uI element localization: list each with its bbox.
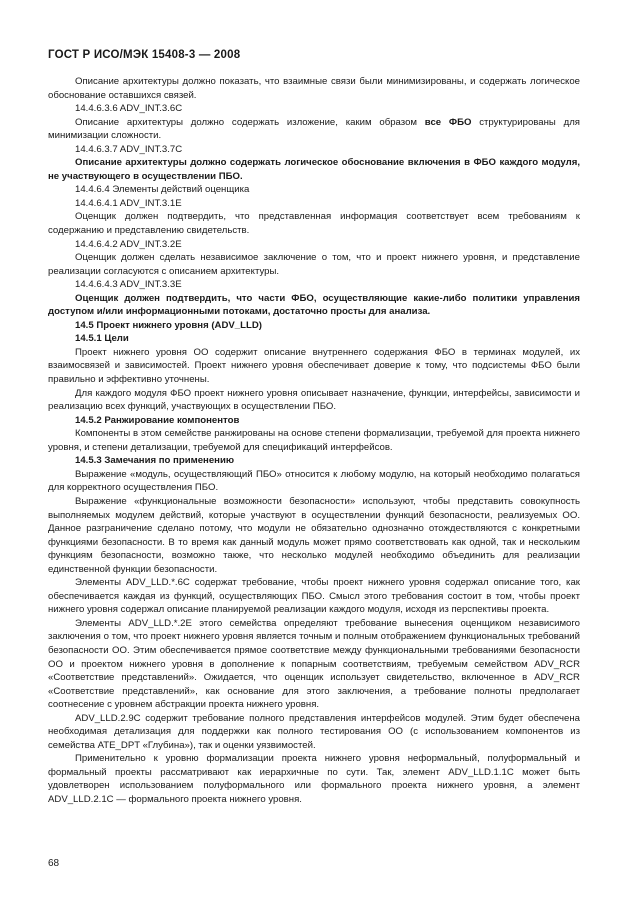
bold-paragraph: Описание архитектуры должно содержать логическое обоснование включения в ФБО каждого модуля, не участвующего в осуществлении ПБО. — [48, 157, 580, 182]
paragraph: Оценщик должен сделать независимое заключение о том, что и проект нижнего уровня, и представление реализации согласуются с описанием архитектуры. — [48, 252, 580, 277]
clause-heading: 14.4.6.3.6 ADV_INT.3.6C — [75, 103, 183, 115]
page-header: ГОСТ Р ИСО/МЭК 15408-3 — 2008 — [48, 49, 241, 61]
section-heading: 14.5.2 Ранжирование компонентов — [75, 414, 240, 426]
bold-term: все ФБО — [424, 116, 472, 128]
paragraph: ADV_LLD.2.9C содержит требование полного представления интерфейсов модулей. Этим будет обеспечена необходимая детализация для поддержки как полного тестирования ОО (с использованием компонентов из семейства ATE_DPT «Глубина»), так и оценки уязвимостей. — [48, 712, 580, 751]
section-heading: 14.5.1 Цели — [75, 333, 129, 345]
section-heading: 14.5 Проект нижнего уровня (ADV_LLD) — [75, 319, 262, 331]
paragraph: Элементы ADV_LLD.*.6C содержат требование, чтобы проект нижнего уровня содержал описание того, как обеспечивается каждая из функций, осуществляющих ПБО. Смысл этого требования состоит в том, чтобы проект нижнего уровня содержал описание планируемой реализации каждого модуля, исходя из перспективы проекта. — [48, 577, 580, 616]
paragraph: Применительно к уровню формализации проекта нижнего уровня неформальный, полуформальный и формальный проекты рассматривают как иерархичные по сути. Так, элемент ADV_LLD.1.1C может быть удовлетворен использованием полуформального или формального проекта нижнего уровня, а элемент ADV_LLD.2.1C — формального проекта нижнего уровня. — [48, 753, 580, 805]
paragraph: Выражение «функциональные возможности безопасности» используют, чтобы представить совокупность выполняемых модулем действий, которые участвуют в осуществлении функций безопасности, реализуемых ОО. Данное разграничение сделано потому, что модули не обязательно однозначно отождествляются с конкретными функциями безопасности. В то время как данный модуль может прямо соответствовать как одной, так и нескольким функциям безопасности, возможно также, что несколько модулей необходимо объединить для реализации единственной функции безопасности. — [48, 495, 580, 575]
paragraph: Описание архитектуры должно показать, что взаимные связи были минимизированы, и содержать логическое обоснование оставшихся связей. — [48, 76, 580, 101]
paragraph: Проект нижнего уровня ОО содержит описание внутреннего содержания ФБО в терминах модулей, их взаимосвязей и зависимостей. Проект нижнего уровня обеспечивает доверие к тому, что подсистемы ФБО были правильно и эффективно уточнены. — [48, 346, 580, 386]
page-number: 68 — [48, 858, 60, 869]
paragraph: Для каждого модуля ФБО проект нижнего уровня описывает назначение, функции, интерфейсы, зависимости и реализацию всех функций, участвующих в осуществлении ПБО. — [48, 387, 580, 413]
clause-heading: 14.4.6.4.3 ADV_INT.3.3E — [75, 279, 182, 291]
paragraph — [48, 116, 580, 143]
section-heading: 14.5.3 Замечания по применению — [75, 455, 235, 467]
paragraph-text: структурированы для минимизации сложности. — [48, 116, 580, 142]
paragraph: Компоненты в этом семействе ранжированы на основе степени формализации, требуемой для проекта нижнего уровня, и степени детализации, требуемой для спецификаций интерфейсов. — [48, 428, 580, 453]
paragraph: Выражение «модуль, осуществляющий ПБО» относится к любому модулю, на который необходимо полагаться для корректного осуществления ПБО. — [48, 468, 580, 494]
bold-paragraph: Оценщик должен подтвердить, что части ФБО, осуществляющие какие-либо политики управления доступом и/или информационными потоками, достаточно просты для анализа. — [48, 292, 580, 318]
clause-heading: 14.4.6.4.1 ADV_INT.3.1E — [75, 197, 182, 209]
paragraph: Оценщик должен подтвердить, что представленная информация соответствует всем требованиям к содержанию и представлению свидетельств. — [48, 211, 580, 237]
paragraph-text: Описание архитектуры должно содержать изложение, каким образом — [75, 116, 425, 128]
clause-heading: 14.4.6.4.2 ADV_INT.3.2E — [75, 238, 182, 250]
clause-heading: 14.4.6.3.7 ADV_INT.3.7C — [75, 143, 183, 155]
body-text — [48, 75, 580, 807]
clause-heading: 14.4.6.4 Элементы действий оценщика — [75, 184, 250, 196]
paragraph: Элементы ADV_LLD.*.2E этого семейства определяют требование вынесения оценщиком независимого заключения о том, что проект нижнего уровня является точным и полным отображением функциональных требований безопасности ОО. Этим обеспечивается прямое соответствие между функциональными требованиями безопасности ОО и проектом нижнего уровня в дополнение к попарным соответствиям, требуемым семейством ADV_RCR «Соответствие представлений». Ожидается, что оценщик использует свидетельство, включенное в ADV_RCR «Соответствие представлений», как основание для этого заключения, а требование полноты предполагает соотнесение с уровнем абстракции проекта нижнего уровня. — [48, 617, 580, 711]
